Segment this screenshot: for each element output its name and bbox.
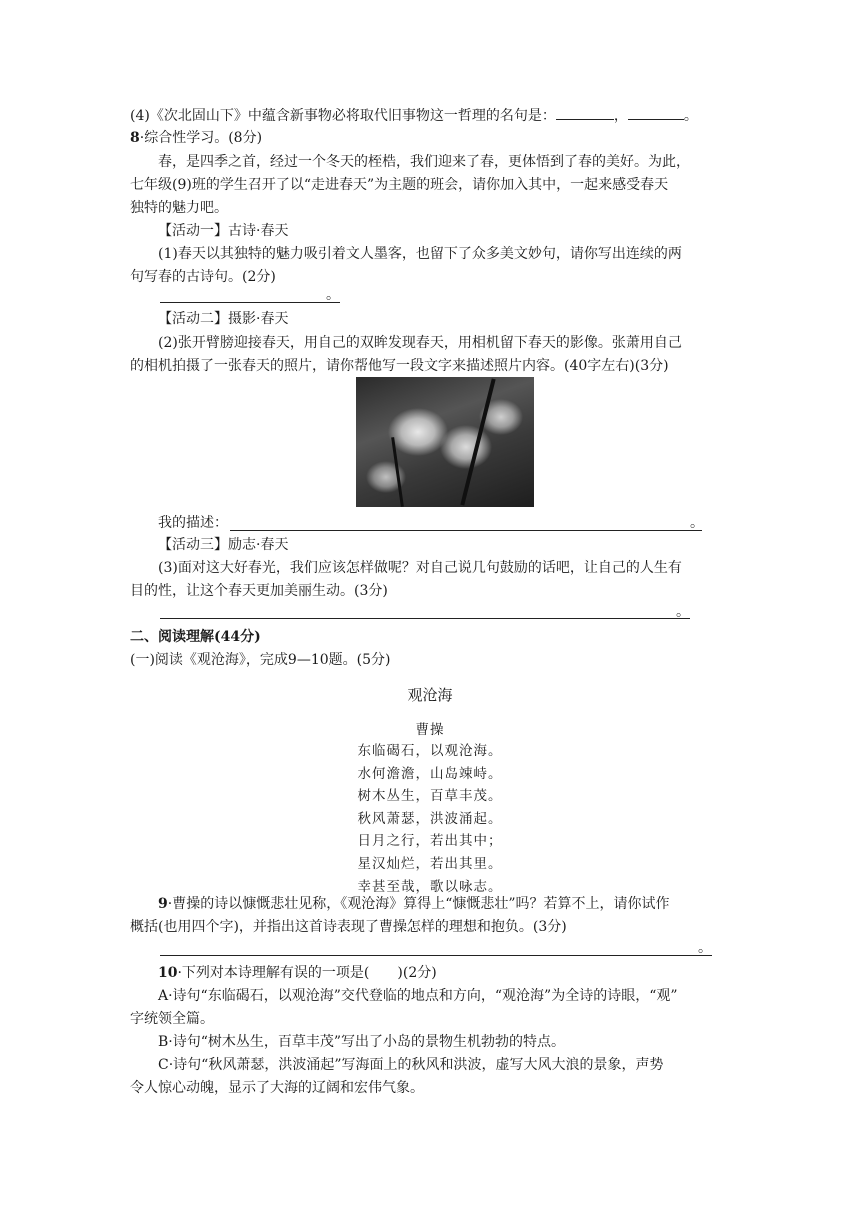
- poem-line: 星汉灿烂，若出其里。: [357, 855, 503, 872]
- describe-label: 我的描述：: [158, 515, 228, 531]
- q4-line: [130, 105, 698, 126]
- q10-heading: [130, 963, 437, 983]
- activity-1-answer-blank[interactable]: [160, 301, 340, 303]
- q10-title: ·下列对本诗理解有误的一项是( )(2分): [177, 965, 437, 981]
- activity-1-question-line-1: (1)春天以其独特的魅力吸引着文人墨客，也留下了众多美文妙句，请你写出连续的两: [158, 246, 682, 262]
- q8-number: 8: [130, 130, 140, 146]
- poem-line: 秋风萧瑟，洪波涌起。: [357, 810, 503, 827]
- activity-1-title: 【活动一】古诗·春天: [158, 223, 289, 239]
- section-2-subheading: (一)阅读《观沧海》，完成9—10题。(5分): [130, 652, 391, 668]
- option-a-line-2: 字统领全篇。: [130, 1011, 214, 1027]
- activity-3-question-line-2: 目的性，让这个春天更加美丽生动。(3分): [130, 583, 388, 599]
- option-a-line-1: A·诗句“东临碣石，以观沧海”交代登临的地点和方向，“观沧海”为全诗的诗眼，“观”: [158, 988, 678, 1004]
- activity-3-question-line-1: (3)面对这大好春光，我们应该怎样做呢？对自己说几句鼓励的话吧，让自己的人生有: [158, 560, 682, 576]
- section-2-heading: 二、阅读理解(44分): [130, 629, 261, 645]
- activity-2-question-line-2: 的相机拍摄了一张春天的照片，请你帮他写一段文字来描述照片内容。(40字左右)(3分): [130, 358, 669, 374]
- activity-1-question-line-2: 句写春的古诗句。(2分): [130, 269, 276, 285]
- poem-line: 东临碣石，以观沧海。: [357, 743, 503, 759]
- photo-branch-left: [391, 437, 404, 507]
- spring-blossom-photo: [356, 377, 534, 507]
- q9-text-1: ·曹操的诗以慷慨悲壮见称，《观沧海》算得上“慷慨悲壮”吗？若算不上，请你试作: [167, 896, 670, 912]
- describe-end: 。: [690, 515, 704, 531]
- q8-intro-line-2: 七年级(9)班的学生召开了以“走进春天”为主题的班会，请你加入其中，一起来感受春天: [130, 177, 669, 193]
- poem-line: 幸甚至哉，歌以咏志。: [357, 878, 503, 895]
- activity-3-title: 【活动三】励志·春天: [158, 537, 289, 553]
- q4-end: 。: [683, 108, 698, 124]
- poem-author: 曹操: [415, 722, 445, 738]
- activity-3-answer-blank[interactable]: [160, 617, 690, 619]
- activity-3-answer-end: 。: [676, 604, 690, 620]
- photo-branch: [460, 378, 495, 505]
- q4-prefix: (4)《次北固山下》中蕴含新事物必将取代旧事物这一哲理的名句是：: [130, 108, 556, 124]
- q9-answer-end: 。: [698, 940, 712, 956]
- q4-blank-2[interactable]: [628, 105, 684, 120]
- option-b: B·诗句“树木丛生，百草丰茂”写出了小岛的景物生机勃勃的特点。: [158, 1034, 566, 1050]
- q4-sep: ，: [613, 108, 628, 124]
- activity-2-question-line-1: (2)张开臂膀迎接春天，用自己的双眸发现春天，用相机留下春天的影像。张萧用自己: [158, 335, 682, 351]
- q9-line-2: 概括(也用四个字)，并指出这首诗表现了曹操怎样的理想和抱负。(3分): [130, 919, 567, 935]
- q10-number: 10: [158, 965, 178, 981]
- q8-intro-line-3: 独特的魅力吧。: [130, 200, 228, 216]
- q9-answer-blank[interactable]: [160, 954, 712, 956]
- poem-body: [130, 740, 730, 898]
- option-c-line-1: C·诗句“秋风萧瑟，洪波涌起”写海面上的秋风和洪波，虚写大风大浪的景象，声势: [158, 1057, 664, 1073]
- q8-title: ·综合性学习。(8分): [139, 130, 263, 146]
- activity-1-answer-end: 。: [326, 287, 340, 303]
- q8-heading: [130, 128, 262, 148]
- poem-line: 日月之行，若出其中；: [357, 833, 503, 850]
- activity-2-title: 【活动二】摄影·春天: [158, 311, 289, 327]
- poem-title: 观沧海: [407, 686, 453, 704]
- q9-line-1: [130, 894, 670, 914]
- option-c-line-2: 令人惊心动魄，显示了大海的辽阔和宏伟气象。: [130, 1080, 424, 1096]
- poem-line: 水何澹澹，山岛竦峙。: [357, 765, 503, 782]
- poem-line: 树木丛生，百草丰茂。: [357, 788, 503, 805]
- q8-intro-line-1: 春，是四季之首，经过一个冬天的桎梏，我们迎来了春，更体悟到了春的美好。为此，: [158, 154, 690, 170]
- describe-answer-blank[interactable]: [230, 529, 702, 531]
- q4-blank-1[interactable]: [556, 105, 614, 120]
- q9-number: 9: [158, 896, 168, 912]
